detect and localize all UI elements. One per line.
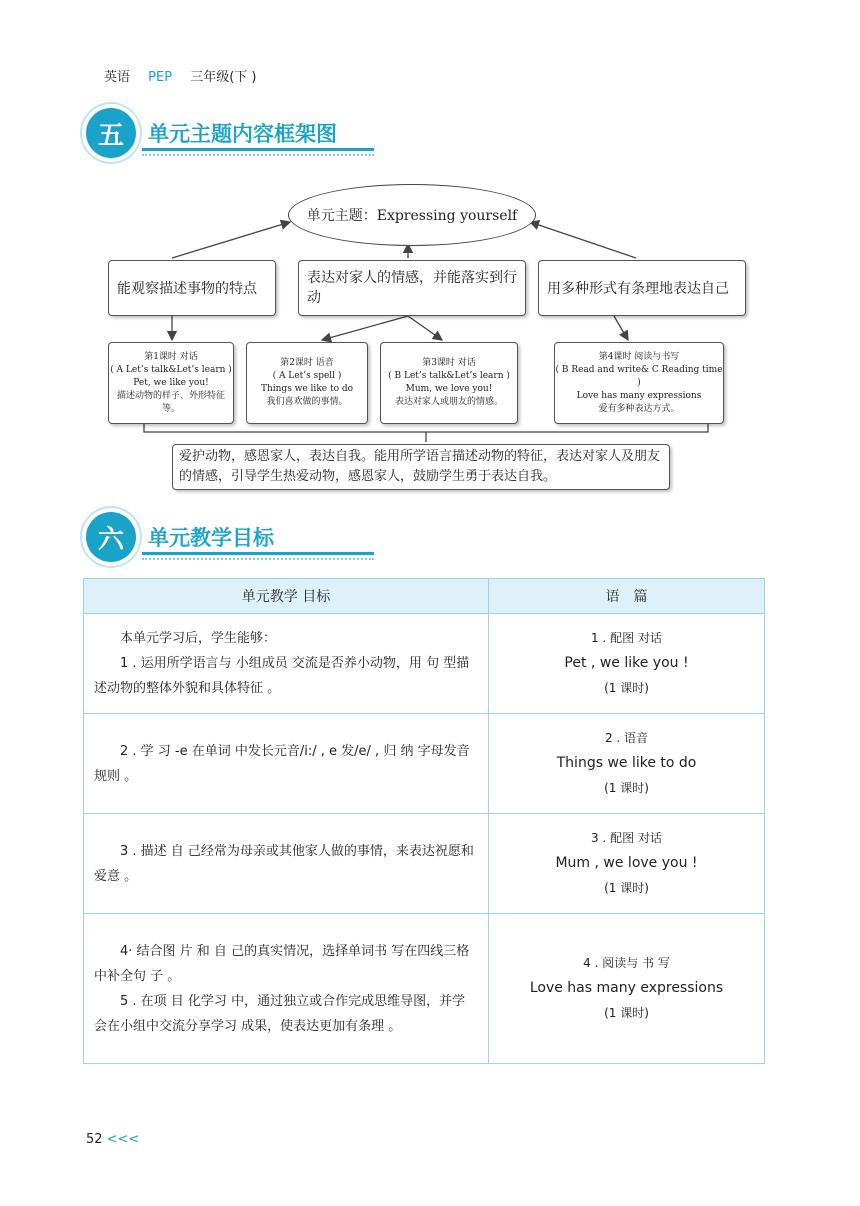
goal-cell bbox=[84, 814, 489, 914]
section5-dots bbox=[142, 154, 374, 156]
text-title: Things we like to do bbox=[556, 755, 697, 771]
goal-text: 3 . 描述 自 己经常为母亲或其他家人做的事情，来表达祝愿和爱意 。 bbox=[94, 843, 474, 884]
table-row bbox=[84, 814, 765, 914]
lesson-3-title: 第3课时 对话 bbox=[422, 358, 476, 368]
section5-underline bbox=[142, 148, 374, 151]
text-hours: (1 课时) bbox=[604, 1006, 649, 1020]
goal-text: 5 . 在项 目 化学习 中，通过独立或合作完成思维导图，并学会在小组中交流分享学习 成果，使表达更加有条理 。 bbox=[94, 993, 466, 1034]
text-type: 1 . 配图 对话 bbox=[591, 631, 662, 645]
goal-text: 2 . 学 习 -e 在单词 中发长元音/i:/ , e 发/e/ , 归 纳 字母发音规则 。 bbox=[94, 743, 470, 784]
goal-text: 本单元学习后，学生能够： bbox=[120, 631, 277, 646]
edition: PEP bbox=[148, 70, 173, 85]
theme-ellipse: 单元主题：Expressing yourself bbox=[288, 184, 536, 246]
header-goals: 单元教学 目标 bbox=[84, 579, 489, 614]
text-title: Pet , we like you ! bbox=[564, 655, 689, 671]
goal-text: 1 . 运用所学语言与 小组成员 交流是否养小动物，用 句 型描述动物的整体外貌和具体特征 。 bbox=[94, 656, 470, 696]
objectives-table bbox=[83, 578, 765, 1064]
grade: 三年级(下 ) bbox=[190, 70, 257, 85]
lesson-box-2 bbox=[246, 342, 368, 424]
summary-box: 爱护动物，感恩家人，表达自我。能用所学语言描述动物的特征，表达对家人及朋友的情感，引导学生热爱动物，感恩家人，鼓励学生勇于表达自我。 bbox=[172, 444, 670, 490]
lesson-4-desc: 爱有多种表达方式。 bbox=[598, 403, 680, 414]
text-type: 2 . 语音 bbox=[604, 731, 649, 745]
lesson-box-3 bbox=[380, 342, 518, 424]
section6-underline bbox=[142, 552, 374, 555]
goal-box-1: 能观察描述事物的特点 bbox=[108, 260, 276, 316]
lesson-2-title: 第2课时 语音 bbox=[280, 358, 334, 368]
page-header bbox=[104, 66, 270, 85]
header-texts: 语 篇 bbox=[489, 579, 765, 614]
lesson-1-topic: Pet, we like you! bbox=[133, 377, 209, 388]
goal-cell bbox=[84, 914, 489, 1064]
text-title: Mum , we love you ! bbox=[555, 855, 698, 871]
section6-number: 六 bbox=[86, 512, 136, 562]
text-cell bbox=[489, 714, 765, 814]
goal-box-2: 表达对家人的情感，并能落实到行动 bbox=[298, 260, 526, 316]
framework-diagram bbox=[108, 180, 744, 492]
section6-title: 单元教学目标 bbox=[148, 526, 274, 550]
text-hours: (1 课时) bbox=[604, 781, 649, 795]
lesson-box-1 bbox=[108, 342, 234, 424]
text-hours: (1 课时) bbox=[604, 881, 649, 895]
lesson-box-4 bbox=[554, 342, 724, 424]
lesson-1-title: 第1课时 对话 bbox=[144, 351, 198, 362]
lesson-2-desc: 我们喜欢做的事情。 bbox=[266, 397, 348, 407]
lesson-1-desc: 描述动物的样子、外形特征等。 bbox=[116, 390, 225, 414]
page-footer bbox=[86, 1132, 139, 1147]
table-header-row bbox=[84, 579, 765, 614]
goal-box-3: 用多种形式有条理地表达自己 bbox=[538, 260, 746, 316]
text-cell bbox=[489, 914, 765, 1064]
section5-number: 五 bbox=[86, 108, 136, 158]
lesson-3-part: ( B Let’s talk&Let’s learn ) bbox=[388, 371, 510, 381]
section5-title: 单元主题内容框架图 bbox=[148, 122, 337, 146]
text-type: 3 . 配图 对话 bbox=[591, 831, 662, 845]
goal-text: 4· 结合图 片 和 自 己的真实情况，选择单词书 写在四线三格中补全句 子 。 bbox=[94, 943, 470, 984]
page-arrows: <<< bbox=[106, 1132, 140, 1147]
text-cell bbox=[489, 614, 765, 714]
section6-dots bbox=[142, 558, 374, 560]
goal-cell bbox=[84, 614, 489, 714]
text-type: 4 . 阅读与 书 写 bbox=[583, 956, 670, 970]
lesson-4-topic: Love has many expressions bbox=[576, 390, 702, 401]
lesson-4-title: 第4课时 阅读与书写 bbox=[598, 351, 680, 362]
lesson-4-part: ( B Read and write& C Reading time ) bbox=[555, 364, 723, 388]
lesson-3-topic: Mum, we love you! bbox=[405, 384, 493, 394]
lesson-2-topic: Things we like to do bbox=[260, 384, 354, 394]
subject: 英语 bbox=[104, 70, 131, 85]
lesson-1-part: ( A Let’s talk&Let’s learn ) bbox=[110, 364, 232, 375]
text-title: Love has many expressions bbox=[529, 980, 724, 996]
table-row bbox=[84, 914, 765, 1064]
table-row bbox=[84, 714, 765, 814]
goal-cell bbox=[84, 714, 489, 814]
table-row bbox=[84, 614, 765, 714]
text-hours: (1 课时) bbox=[604, 681, 649, 695]
lesson-3-desc: 表达对家人或朋友的情感。 bbox=[394, 397, 503, 407]
lesson-2-part: ( A Let’s spell ) bbox=[272, 371, 342, 381]
page-number: 52 bbox=[86, 1132, 103, 1147]
text-cell bbox=[489, 814, 765, 914]
